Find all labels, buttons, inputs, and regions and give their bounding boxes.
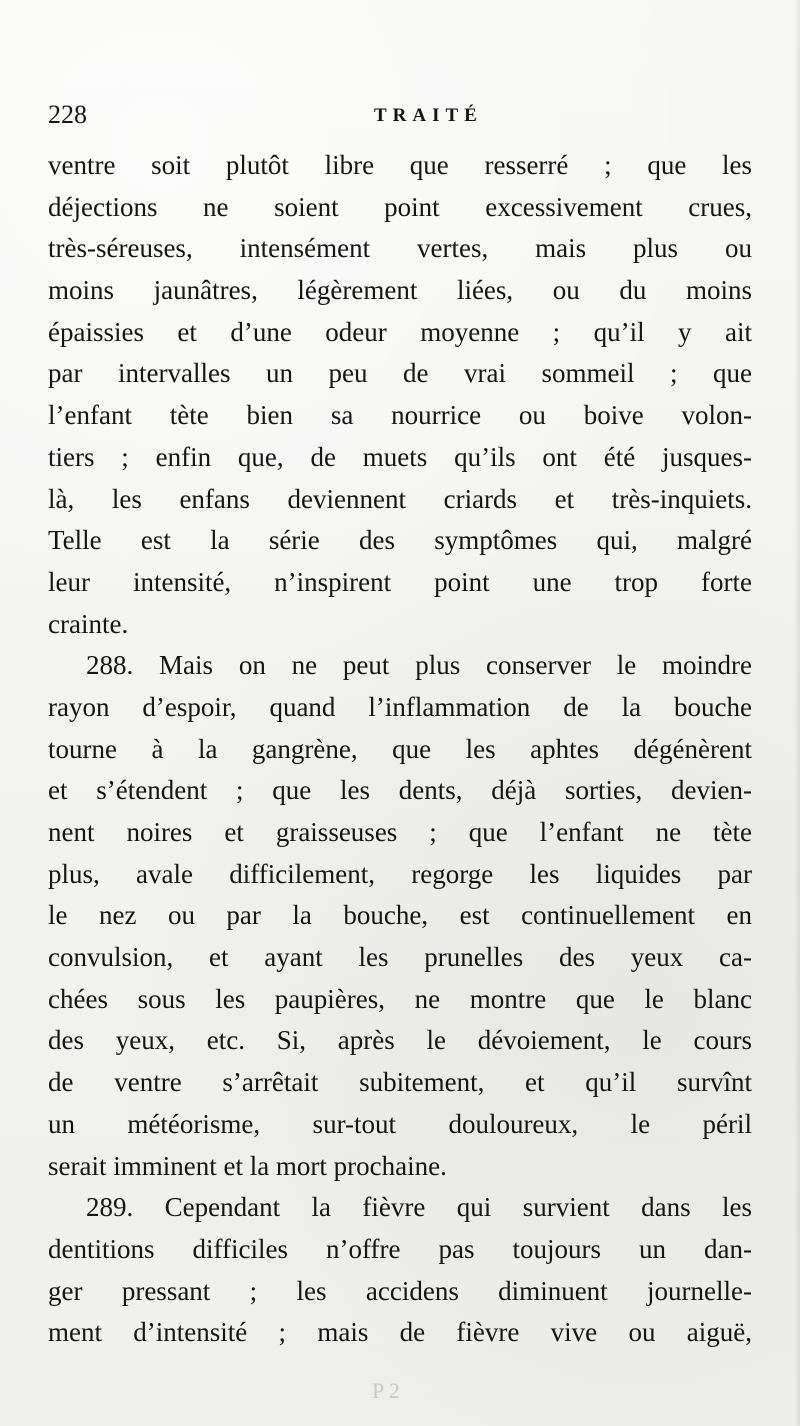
text-line: ger pressant ; les accidens diminuent journelle- bbox=[48, 1275, 752, 1306]
paragraph-289-start: 289. Cependant la fièvre qui survient dans les bbox=[86, 1192, 752, 1223]
text-line: nent noires et graisseuses ; que l’enfant ne tète bbox=[48, 817, 752, 847]
text-line: ment d’intensité ; mais de fièvre vive ou aiguë, bbox=[48, 1317, 752, 1348]
text-line: des yeux, etc. Si, après le dévoiement, le cours bbox=[48, 1025, 752, 1056]
text-line: plus, avale difficilement, regorge les liquides par bbox=[48, 858, 752, 889]
text-line: dentitions difficiles n’offre pas toujours un dan- bbox=[48, 1233, 752, 1264]
paragraph-288-start: 288. Mais on ne peut plus conserver le moindre bbox=[86, 650, 752, 681]
text-line: le nez ou par la bouche, est continuellement en bbox=[48, 900, 752, 931]
text-line: déjections ne soient point excessivement crues, bbox=[48, 191, 752, 222]
page-edge-shadow bbox=[794, 0, 800, 1426]
text-line: leur intensité, n’inspirent point une trop forte bbox=[48, 566, 752, 597]
text-line: épaissies et d’une odeur moyenne ; qu’il y ait bbox=[48, 316, 752, 347]
text-line: convulsion, et ayant les prunelles des yeux ca- bbox=[48, 942, 752, 973]
text-line: l’enfant tète bien sa nourrice ou boive volon- bbox=[48, 400, 752, 431]
signature-mark: P 2 bbox=[372, 1378, 400, 1403]
text-line: de ventre s’arrêtait subitement, et qu’il survînt bbox=[48, 1067, 752, 1098]
text-line: Telle est la série des symptômes qui, malgré bbox=[48, 525, 752, 556]
text-line: chées sous les paupières, ne montre que le blanc bbox=[48, 983, 752, 1014]
text-line: très-séreuses, intensément vertes, mais plus ou bbox=[48, 233, 752, 264]
running-head: TRAITÉ bbox=[374, 105, 483, 126]
body-text bbox=[48, 145, 752, 1354]
text-line: ventre soit plutôt libre que resserré ; que les bbox=[48, 150, 752, 180]
text-line: là, les enfans deviennent criards et très-inquiets. bbox=[48, 483, 752, 514]
text-line: crainte. bbox=[48, 608, 129, 639]
text-line: tiers ; enfin que, de muets qu’ils ont été jusques- bbox=[48, 441, 752, 472]
text-line: serait imminent et la mort prochaine. bbox=[48, 1150, 447, 1181]
text-line: rayon d’espoir, quand l’inflammation de la bouche bbox=[48, 691, 752, 722]
text-line: par intervalles un peu de vrai sommeil ; que bbox=[48, 358, 752, 389]
text-line: et s’étendent ; que les dents, déjà sorties, devien- bbox=[48, 775, 752, 806]
page-header bbox=[48, 100, 752, 134]
text-line: un météorisme, sur-tout douloureux, le péril bbox=[48, 1108, 752, 1139]
page-number: 228 bbox=[48, 100, 87, 129]
text-line: tourne à la gangrène, que les aphtes dégénèrent bbox=[48, 733, 752, 764]
text-line: moins jaunâtres, légèrement liées, ou du moins bbox=[48, 275, 752, 306]
